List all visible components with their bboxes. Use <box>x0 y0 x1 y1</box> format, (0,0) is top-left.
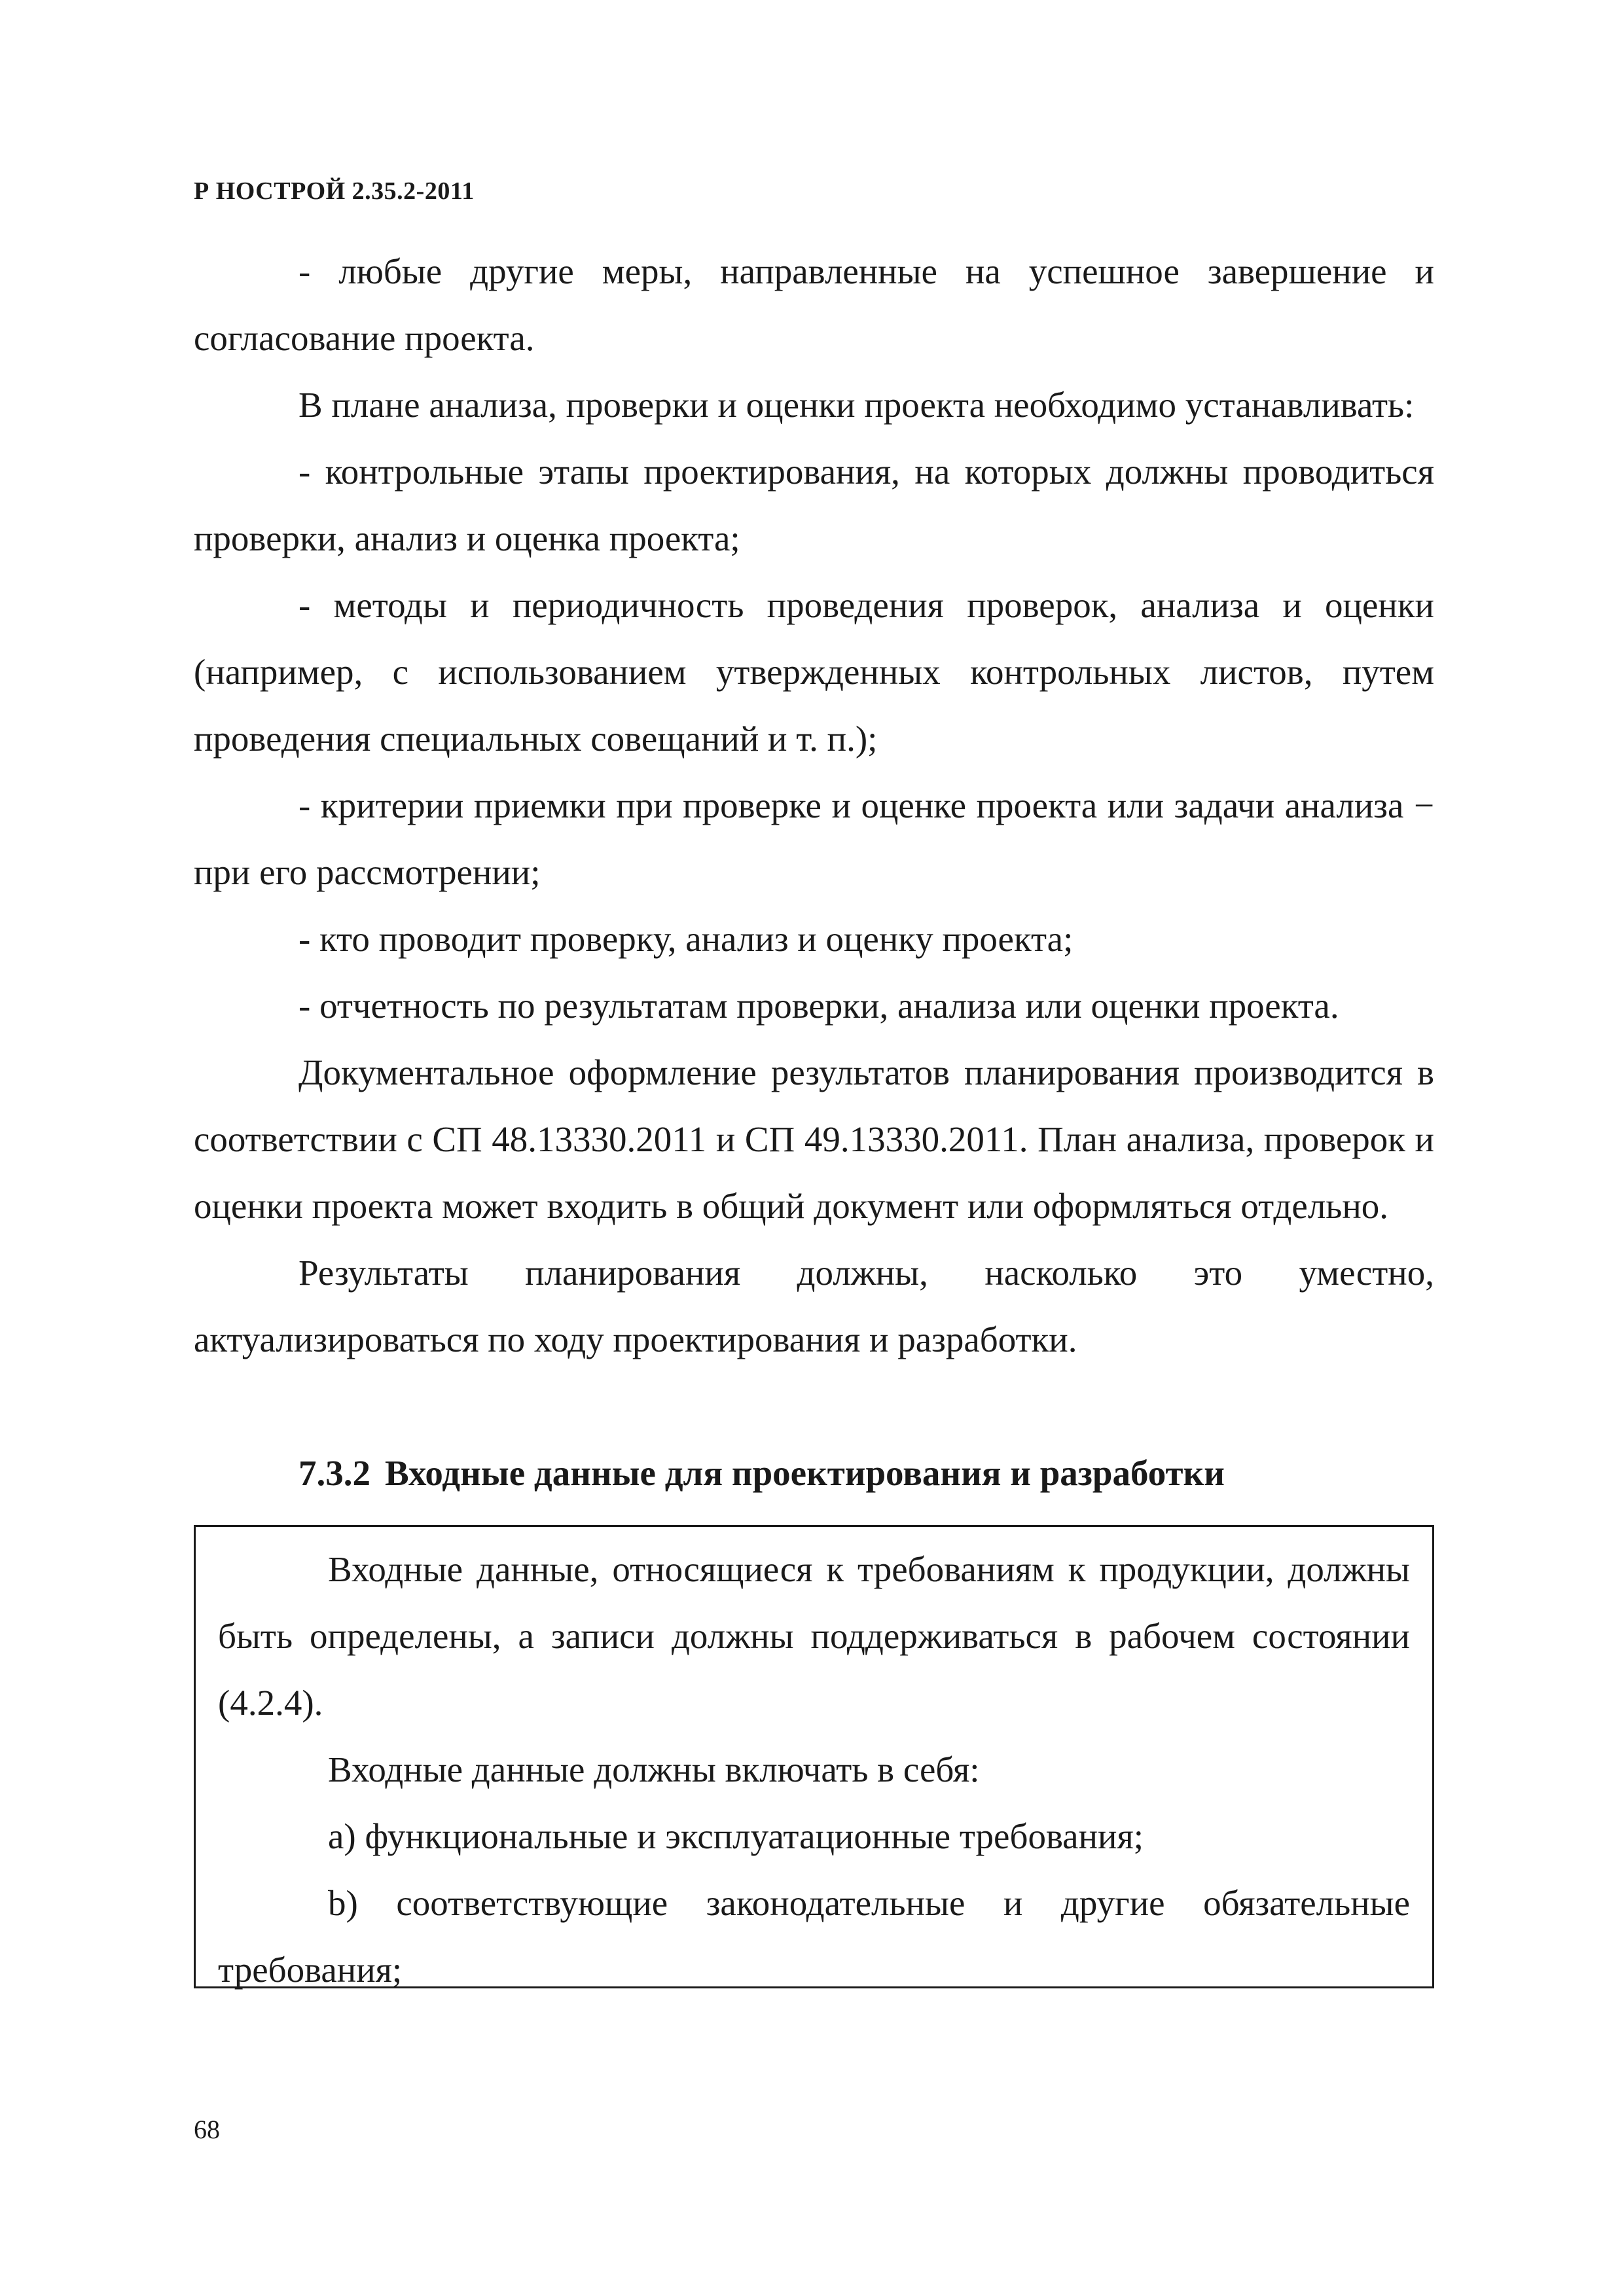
body-text <box>194 238 1434 1373</box>
requirement-item-b: b) соответствующие законодательные и другие обязательные требования; <box>218 1883 1410 1990</box>
document-code-header: Р НОСТРОЙ 2.35.2-2011 <box>194 177 475 205</box>
paragraph-documentation: Документальное оформление результатов планирования производится в соответствии с СП 48.13330.2011 и СП 49.13330.2011. План анализа, проверок и оценки проекта может входить в общий документ или оформляться отдельно. <box>194 1052 1434 1226</box>
requirement-paragraph-inputs: Входные данные, относящиеся к требованиям к продукции, должны быть определены, а записи должны поддерживаться в рабочем состоянии (4.2.4). <box>218 1549 1410 1723</box>
paragraph-planning-results: Результаты планирования должны, насколько это уместно, актуализироваться по ходу проектирования и разработки. <box>194 1253 1434 1359</box>
section-number: 7.3.2 <box>298 1453 370 1493</box>
requirement-paragraph-include: Входные данные должны включать в себя: <box>328 1749 980 1789</box>
paragraph-other-measures: - любые другие меры, направленные на успешное завершение и согласование проекта. <box>194 251 1434 358</box>
list-item-who-checks: - кто проводит проверку, анализ и оценку проекта; <box>298 919 1074 959</box>
section-heading <box>298 1440 1225 1507</box>
list-item-reporting: - отчетность по результатам проверки, анализа или оценки проекта. <box>298 986 1339 1026</box>
list-item-acceptance-criteria: - критерии приемки при проверке и оценке проекта или задачи анализа − при его рассмотрении; <box>194 785 1434 892</box>
list-item-control-stages: - контрольные этапы проектирования, на которых должны проводиться проверки, анализ и оценка проекта; <box>194 452 1434 558</box>
list-item-methods: - методы и периодичность проведения проверок, анализа и оценки (например, с использованием утвержденных контрольных листов, путем проведения специальных совещаний и т. п.); <box>194 585 1434 759</box>
page-number: 68 <box>194 2115 220 2144</box>
requirement-box <box>194 1525 1434 1988</box>
paragraph-plan-intro: В плане анализа, проверки и оценки проекта необходимо устанавливать: <box>298 385 1415 425</box>
requirement-item-a: a) функциональные и эксплуатационные требования; <box>328 1816 1144 1856</box>
section-title: Входные данные для проектирования и разработки <box>385 1453 1225 1493</box>
